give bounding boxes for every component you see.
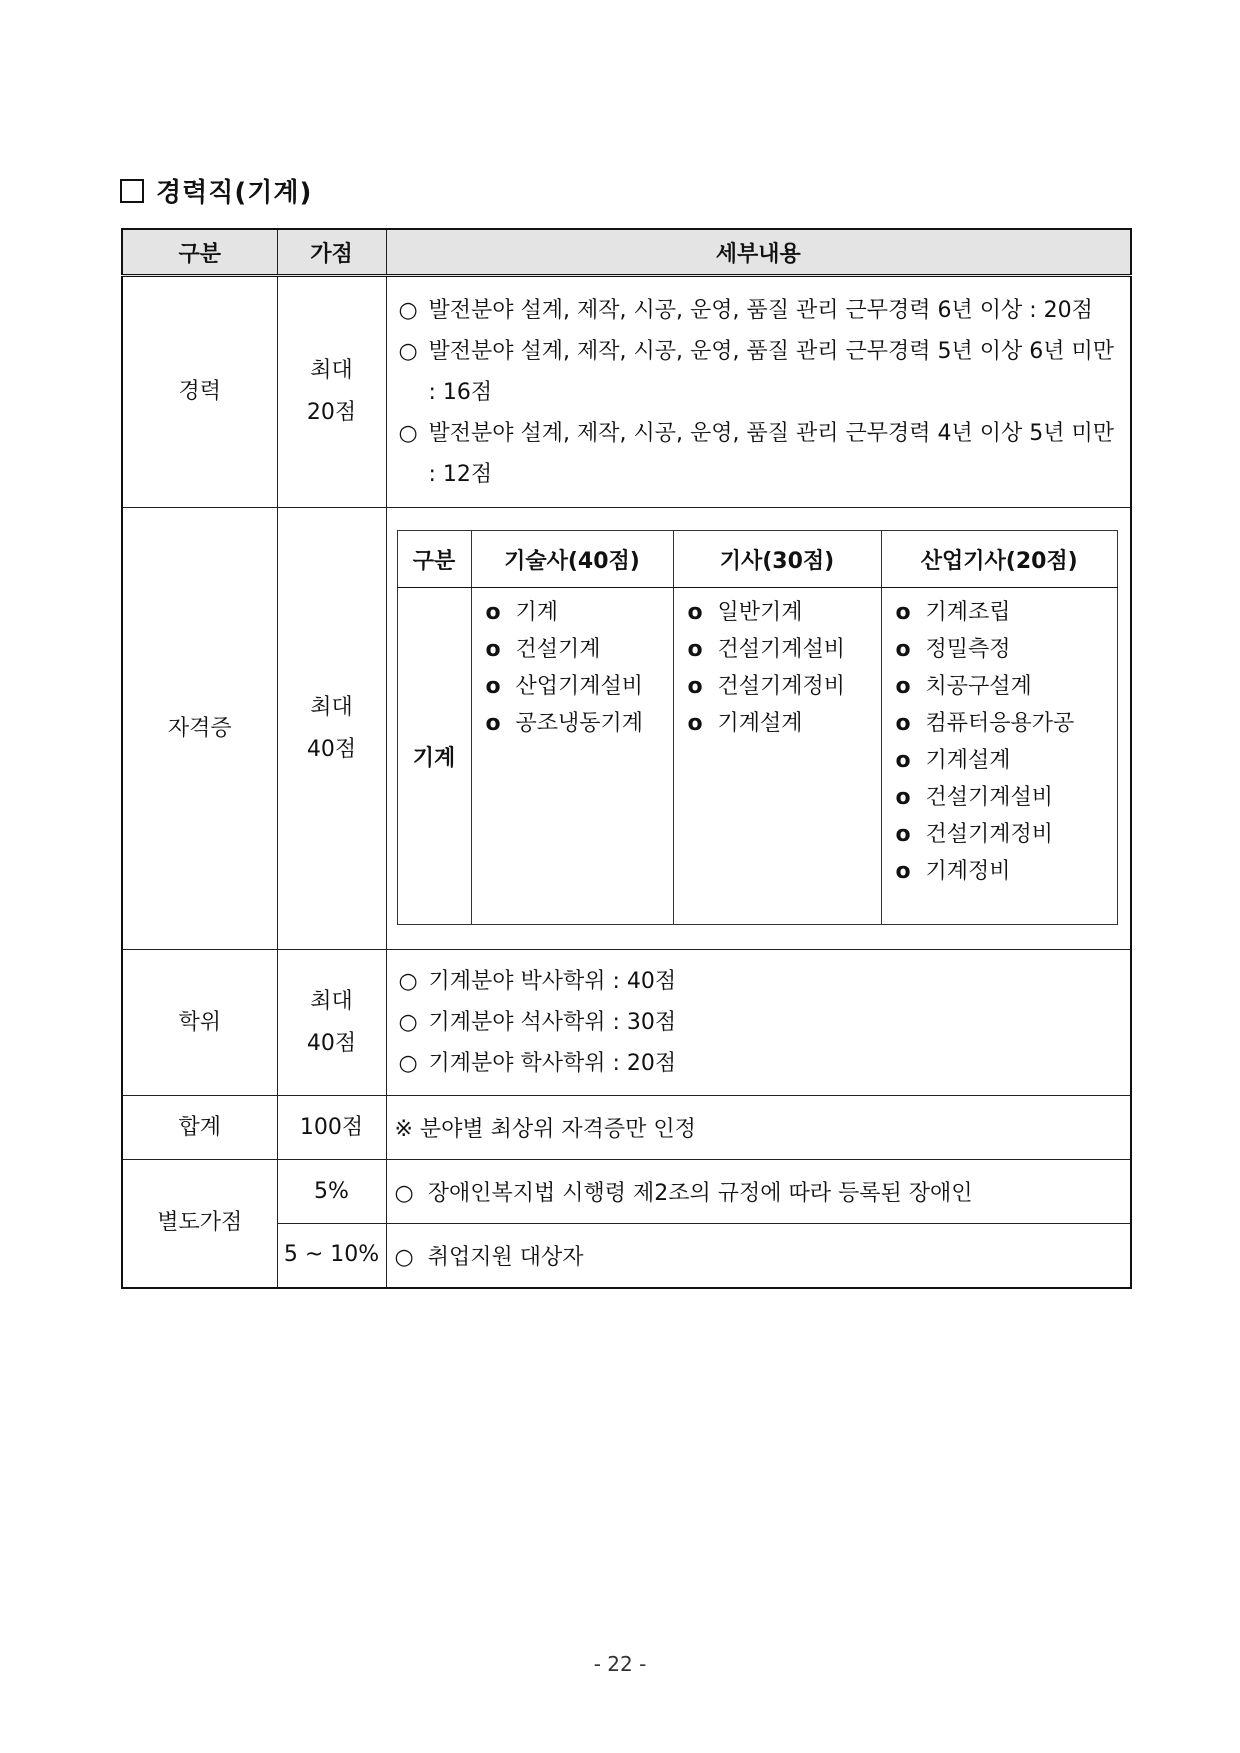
header-row [122,229,1131,276]
list-item: o 기계설계 [895,748,1011,773]
list-item: o 기계정비 [895,859,1011,884]
degree-item: ○ 기계분야 석사학위 : 30점 [398,1010,677,1035]
degree-row [122,950,1131,1096]
career-row [122,276,1131,508]
engineer-list [673,588,881,925]
list-item: o 공조냉동기계 [485,711,644,736]
total-row [122,1096,1131,1160]
license-label: 자격증 [122,508,277,950]
degree-points-line1: 최대 [310,988,353,1014]
extra-detail: ○ 장애인복지법 시행령 제2조의 규정에 따라 등록된 장애인 [386,1160,1131,1224]
license-row [122,508,1131,950]
license-points-line2: 40점 [306,736,357,762]
header-details: 세부내용 [386,229,1131,276]
header-points: 가점 [277,229,386,276]
inner-body-row [397,588,1118,925]
career-points [277,276,386,508]
industrial-engineer-list [881,588,1118,925]
header-category: 구분 [122,229,277,276]
degree-label: 학위 [122,950,277,1096]
inner-header-industrial-engineer: 산업기사(20점) [881,531,1118,588]
career-item: ○ 발전분야 설계, 제작, 시공, 운영, 품질 관리 근무경력 6년 이상 : 20점 [398,297,1093,323]
extra-detail: ○ 취업지원 대상자 [386,1224,1131,1288]
list-item: o 일반기계 [687,600,803,625]
career-points-line2: 20점 [306,400,357,425]
career-item: ○ 발전분야 설계, 제작, 시공, 운영, 품질 관리 근무경력 5년 이상 6년 미만 : 16점 [398,338,1114,405]
inner-header-category: 구분 [397,531,471,588]
scoring-table [121,228,1132,1289]
inner-header-engineer: 기사(30점) [673,531,881,588]
degree-points [277,950,386,1096]
list-item: o 기계설계 [687,711,803,736]
section-title [120,172,312,209]
degree-item: ○ 기계분야 박사학위 : 40점 [398,969,677,994]
list-item: o 기계조립 [895,600,1011,625]
list-item: o 산업기계설비 [485,674,644,699]
inner-header-professional-engineer: 기술사(40점) [471,531,673,588]
checkbox-square-icon [120,179,144,203]
license-details [386,508,1131,950]
total-label: 합계 [122,1096,277,1160]
page-number: - 22 - [593,1652,647,1676]
degree-points-line2: 40점 [306,1030,357,1056]
degree-details [386,950,1131,1096]
career-label: 경력 [122,276,277,508]
list-item: o 건설기계정비 [687,674,846,699]
license-points-line1: 최대 [310,694,353,720]
total-note: ※ 분야별 최상위 자격증만 인정 [386,1096,1131,1160]
license-inner-table [397,530,1119,925]
professional-engineer-list [471,588,673,925]
career-points-line1: 최대 [310,358,353,383]
extra-points: 5% [277,1160,386,1224]
degree-item: ○ 기계분야 학사학위 : 20점 [398,1051,677,1076]
career-details [386,276,1131,508]
list-item: o 건설기계설비 [687,637,846,662]
extra-label: 별도가점 [122,1160,277,1288]
license-points [277,508,386,950]
extra-points: 5 ~ 10% [277,1224,386,1288]
list-item: o 치공구설계 [895,674,1032,699]
extra-row [122,1160,1131,1224]
list-item: o 컴퓨터응용가공 [895,711,1075,736]
inner-category: 기계 [397,588,471,925]
list-item: o 건설기계 [485,637,601,662]
list-item: o 정밀측정 [895,637,1011,662]
list-item: o 건설기계정비 [895,822,1054,847]
list-item: o 기계 [485,600,559,625]
list-item: o 건설기계설비 [895,785,1054,810]
inner-header-row [397,531,1118,588]
career-item: ○ 발전분야 설계, 제작, 시공, 운영, 품질 관리 근무경력 4년 이상 5년 미만 : 12점 [398,420,1114,487]
section-title-text: 경력직(기계) [156,178,313,208]
total-points: 100점 [277,1096,386,1160]
